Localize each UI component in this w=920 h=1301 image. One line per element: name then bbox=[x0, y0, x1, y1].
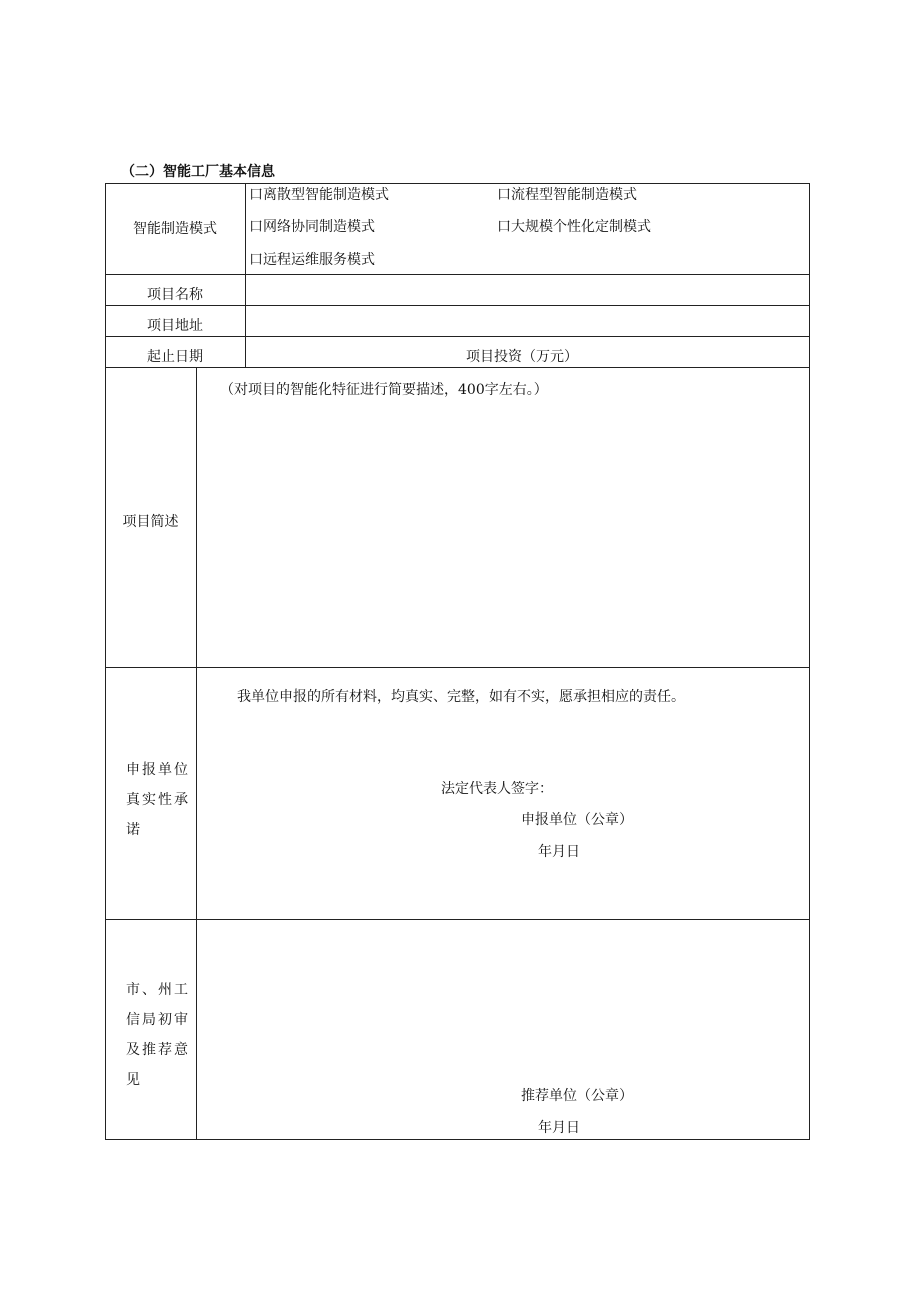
recommendation-date: 年月日 bbox=[538, 1120, 580, 1136]
table-line bbox=[105, 183, 810, 184]
mode-option-remote[interactable]: 口远程运维服务模式 bbox=[249, 252, 375, 268]
commitment-date: 年月日 bbox=[538, 844, 580, 860]
summary-hint[interactable]: （对项目的智能化特征进行简要描述，400字左右。） bbox=[220, 382, 548, 398]
investment-label: 项目投资（万元） bbox=[466, 349, 578, 365]
recommender-seal: 推荐单位（公章） bbox=[521, 1088, 633, 1104]
table-line bbox=[105, 1139, 810, 1140]
project-address-label: 项目地址 bbox=[147, 318, 203, 334]
signature-line: 法定代表人签字： bbox=[441, 781, 553, 797]
mode-option-customization[interactable]: 口大规模个性化定制模式 bbox=[497, 219, 651, 235]
table-line bbox=[105, 367, 810, 368]
table-line bbox=[105, 305, 810, 306]
applicant-seal: 申报单位（公章） bbox=[521, 812, 633, 828]
section-title: （二）智能工厂基本信息 bbox=[121, 164, 275, 180]
recommendation-label: 市、州工信局初审及推荐意见 bbox=[126, 982, 190, 1088]
commitment-statement: 我单位申报的所有材料，均真实、完整，如有不实，愿承担相应的责任。 bbox=[237, 689, 685, 705]
commitment-label: 申报单位真实性承诺 bbox=[126, 762, 190, 838]
summary-label: 项目简述 bbox=[122, 514, 179, 530]
table-line bbox=[105, 667, 810, 668]
mode-option-network[interactable]: 口网络协同制造模式 bbox=[249, 219, 375, 235]
mode-option-process[interactable]: 口流程型智能制造模式 bbox=[497, 187, 637, 203]
table-line bbox=[809, 183, 810, 1140]
table-line bbox=[105, 336, 810, 337]
project-name-label: 项目名称 bbox=[147, 287, 203, 303]
project-name-field[interactable] bbox=[250, 286, 804, 304]
table-line bbox=[245, 183, 246, 367]
mode-option-discrete[interactable]: 口离散型智能制造模式 bbox=[249, 187, 389, 203]
table-line bbox=[105, 274, 810, 275]
mode-label: 智能制造模式 bbox=[133, 221, 217, 237]
table-line bbox=[105, 919, 810, 920]
project-address-field[interactable] bbox=[250, 317, 804, 335]
dates-label: 起止日期 bbox=[147, 349, 203, 365]
